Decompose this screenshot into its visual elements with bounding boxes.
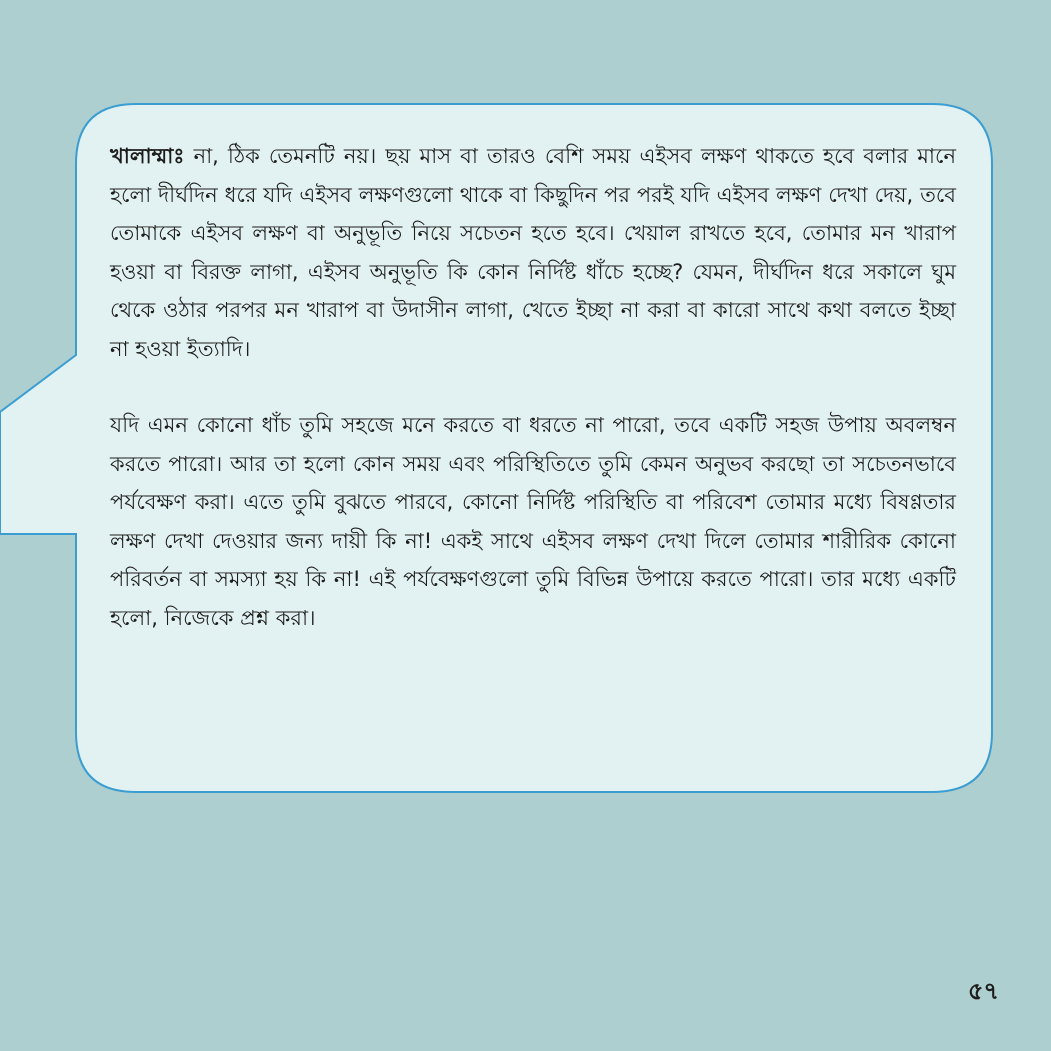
speaker-label: খালাম্মাঃ (110, 144, 185, 168)
dialogue-paragraph-2: যদি এমন কোনো ধাঁচ তুমি সহজে মনে করতে বা ধরতে না পারো, তবে একটি সহজ উপায় অবলম্বন করতে পারো। আর তা হলো কোন সময় এবং পরিস্থিতিতে তুমি কেমন অনুভব করছো তা সচেতনভাবে পর্যবেক্ষণ করা। এতে তুমি বুঝতে পারবে, কোনো নির্দিষ্ট পরিস্থিতি বা পরিবেশ তোমার মধ্যে বিষণ্ণতার লক্ষণ দেখা দেওয়ার জন্য দায়ী কি না! একই সাথে এইসব লক্ষণ দেখা দিলে তোমার শারীরিক কোনো পরিবর্তন বা সমস্যা হয় কি না! এই পর্যবেক্ষণগুলো তুমি বিভিন্ন উপায়ে করতে পারো। তার মধ্যে একটি হলো, নিজেকে প্রশ্ন করা। (110, 413, 956, 630)
page-number: ৫৭ (967, 977, 999, 1005)
dialogue-paragraph-1 (110, 137, 956, 368)
dialogue-text (110, 137, 956, 637)
paragraph-1-text: না, ঠিক তেমনটি নয়। ছয় মাস বা তারও বেশি সময় এইসব লক্ষণ থাকতে হবে বলার মানে হলো দীর্ঘদিন ধরে যদি এইসব লক্ষণগুলো থাকে বা কিছুদিন পর পরই যদি এইসব লক্ষণ দেখা দেয়, তবে তোমাকে এইসব লক্ষণ বা অনুভূতি নিয়ে সচেতন হতে হবে। খেয়াল রাখতে হবে, তোমার মন খারাপ হওয়া বা বিরক্ত লাগা, এইসব অনুভূতি কি কোন নির্দিষ্ট ধাঁচে হচ্ছে? যেমন, দীর্ঘদিন ধরে সকালে ঘুম থেকে ওঠার পরপর মন খারাপ বা উদাসীন লাগা, খেতে ইচ্ছা না করা বা কারো সাথে কথা বলতে ইচ্ছা না হওয়া ইত্যাদি। (110, 144, 956, 361)
